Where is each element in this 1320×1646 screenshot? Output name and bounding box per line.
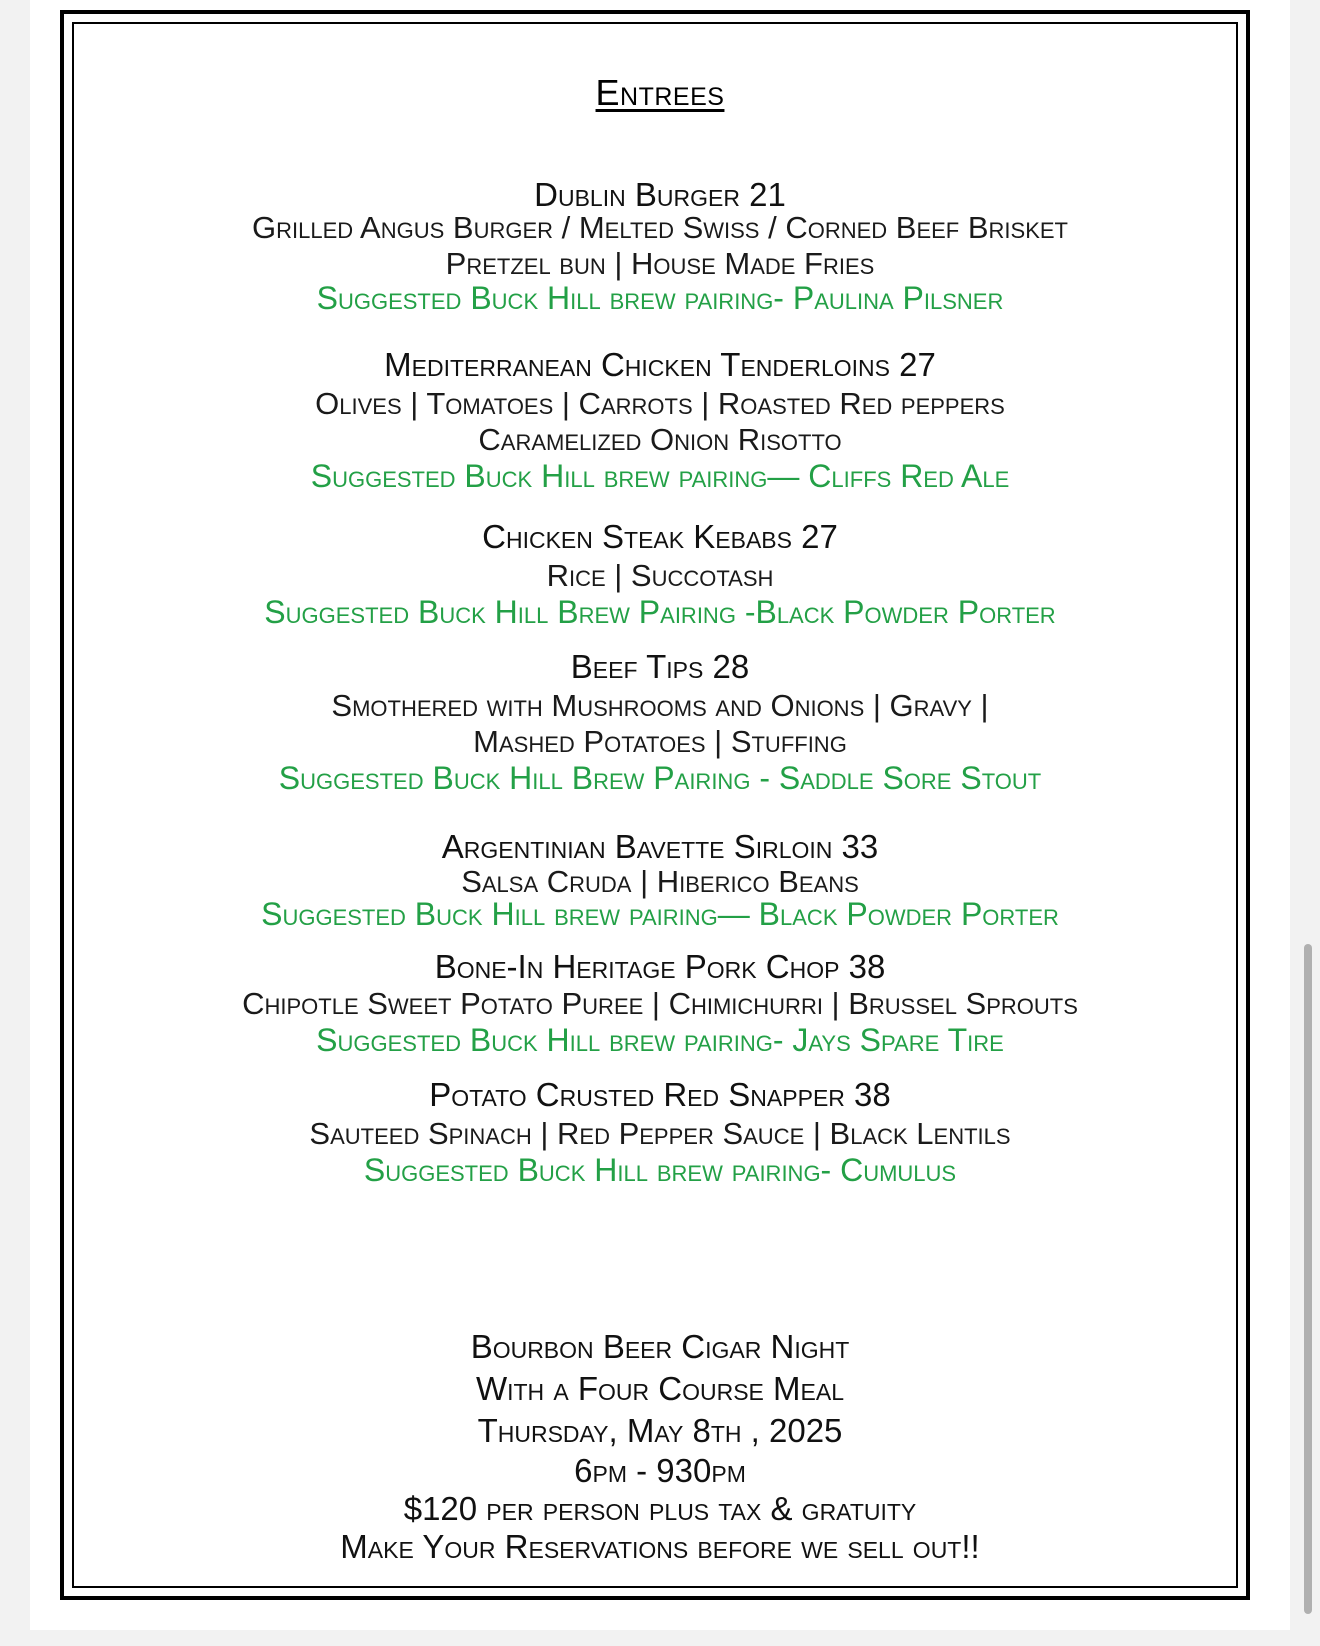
item-description: Caramelized Onion Risotto [478, 422, 842, 457]
item-description: Rice | Succotash [546, 558, 774, 593]
item-title: Beef Tips 28 [570, 648, 750, 685]
item-description: Smothered with Mushrooms and Onions | Gravy | [331, 688, 989, 723]
item-pairing: Suggested Buck Hill Brew Pairing - Saddle Sore Stout [278, 760, 1042, 796]
event-price: $120 per person plus tax & gratuity [403, 1490, 917, 1527]
item-pairing: Suggested Buck Hill brew pairing- Cumulus [363, 1152, 957, 1188]
scrollbar[interactable] [1304, 944, 1312, 1614]
item-pairing: Suggested Buck Hill brew pairing— Cliffs Red Ale [310, 458, 1010, 494]
item-title: Chicken Steak Kebabs 27 [482, 518, 838, 555]
item-description: Pretzel bun | House Made Fries [445, 246, 875, 281]
event-cta: Make Your Reservations before we sell out!! [340, 1528, 980, 1565]
item-description: Grilled Angus Burger / Melted Swiss / Corned Beef Brisket [252, 210, 1068, 245]
event-subtitle: With a Four Course Meal [475, 1370, 845, 1407]
event-date: Thursday, May 8th , 2025 [477, 1412, 843, 1449]
item-description: Mashed Potatoes | Stuffing [473, 724, 847, 759]
item-pairing: Suggested Buck Hill brew pairing- Paulina Pilsner [316, 280, 1004, 316]
item-title: Mediterranean Chicken Tenderloins 27 [384, 346, 936, 383]
item-description: Sauteed Spinach | Red Pepper Sauce | Black Lentils [309, 1116, 1011, 1151]
item-title: Potato Crusted Red Snapper 38 [429, 1076, 891, 1113]
item-title: Bone-In Heritage Pork Chop 38 [434, 948, 886, 985]
item-description: Olives | Tomatoes | Carrots | Roasted Red peppers [315, 386, 1005, 421]
item-title: Argentinian Bavette Sirloin 33 [441, 828, 879, 865]
item-pairing: Suggested Buck Hill brew pairing- Jays Spare Tire [316, 1022, 1004, 1058]
item-title: Dublin Burger 21 [534, 176, 786, 213]
item-pairing: Suggested Buck Hill Brew Pairing -Black Powder Porter [264, 594, 1056, 630]
item-description: Salsa Cruda | Hiberico Beans [461, 864, 859, 899]
item-description: Chipotle Sweet Potato Puree | Chimichurri | Brussel Sprouts [242, 986, 1078, 1021]
event-title: Bourbon Beer Cigar Night [470, 1328, 850, 1365]
event-time: 6pm - 930pm [574, 1452, 746, 1489]
item-pairing: Suggested Buck Hill brew pairing— Black Powder Porter [261, 896, 1059, 932]
section-heading: Entrees [595, 72, 725, 113]
